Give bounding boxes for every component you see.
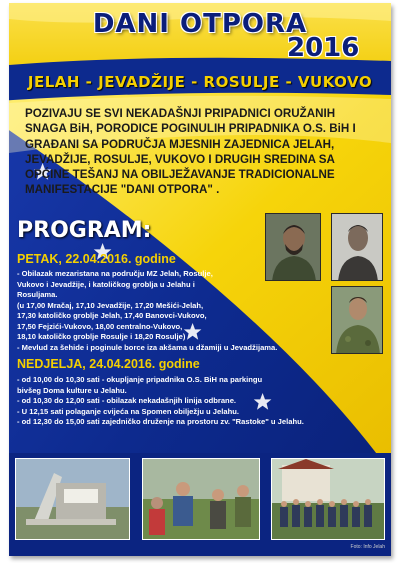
friday-heading: PETAK, 22.04.2016. godine: [17, 252, 176, 266]
portrait-man-elder: [331, 213, 383, 281]
poster-title: DANI OTPORA: [92, 9, 308, 39]
photo-credit: Foto: Info Jelah: [350, 544, 385, 550]
places-line: JELAH - JEVADŽIJE - ROSULJE - VUKOVO: [27, 73, 373, 91]
sunday-heading: NEDJELJA, 24.04.2016. godine: [17, 357, 200, 371]
memorial-photo: [15, 458, 130, 540]
program-heading: PROGRAM:: [17, 218, 152, 243]
gathering-photo: [142, 458, 260, 540]
portrait-man-beard: [265, 213, 321, 281]
portrait-man-uniform: [331, 286, 383, 354]
sunday-program: - od 10,00 do 10,30 sati - okupljanje pripadnika O.S. BiH na parkingu bivšeg Doma kulture u Jelahu. - od 10,30 do 12,00 sati - obilazak nekadašnjih linija odbrane. - U 12,15 sati polaganje cvijeća na Spomen obilježju u Jelahu. - od 12,30 do 15,00 sati zajedničko druženje na prostoru zv. "Rastoke" u Jelahu.: [17, 375, 304, 426]
poster-year: 2016: [287, 33, 360, 63]
poster: [9, 3, 391, 556]
invitation-text: POZIVAJU SE SVI NEKADAŠNJI PRIPADNICI ORUŽANIH SNAGA BiH, PORODICE POGINULIH PRIPADNIKA O.S. BiH I GRAĐANI SA PODRUČJA MJESNIH ZAJEDNICA JELAH, JEVADŽIJE, ROSULJE, VUKOVO I DRUGIH SREDINA SA OPĆINE TEŠANJ NA OBILJEŽAVANJE TRADICIONALNE MANIFESTACIJE "DANI OTPORA" .: [25, 107, 356, 197]
group-photo: [271, 458, 385, 540]
friday-program: - Obilazak mezaristana na području MZ Jelah, Rosulje, Vukovo i Jevadžije, i katoličkog groblja u Jelahu i Rosuljama. (u 17,00 Mračaj, 17,10 Jevadžije, 17,20 Mešići-Jelah, 17,30 katoličko groblje Jelah, 17,40 Banovci-Vukovo, 17,50 Fejzići-Vukovo, 18,00 centralno-Vukovo, 18,10 katoličko groblje Rosulje i 18,20 Rosulje) - Mevlud za šehide i poginule borce iza akšama u džamiji u Jevadžijama.: [17, 269, 278, 352]
